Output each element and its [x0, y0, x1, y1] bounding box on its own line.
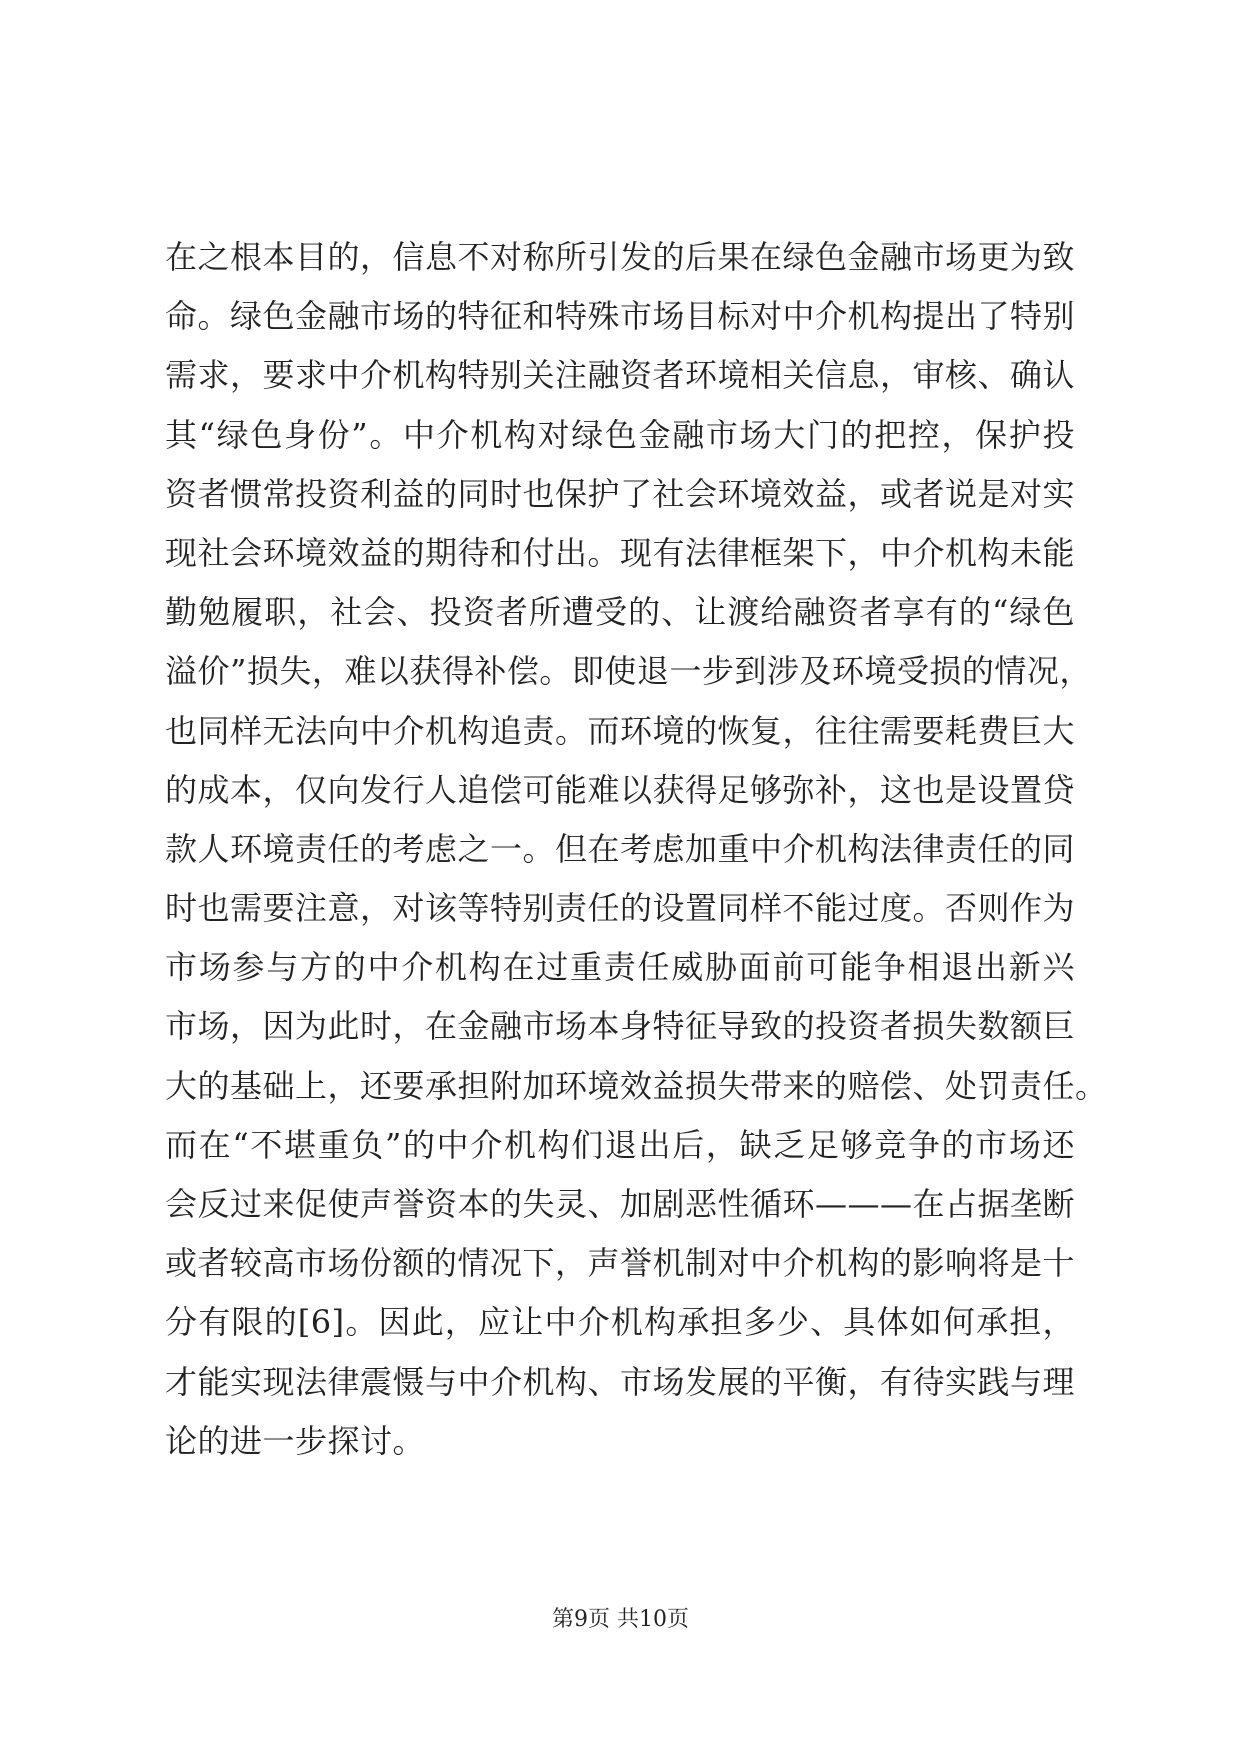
text-line: 市场，因为此时，在金融市场本身特征导致的投资者损失数额巨	[165, 1007, 1076, 1046]
text-line: 分有限的[6]。因此，应让中介机构承担多少、具体如何承担，	[165, 1303, 1075, 1342]
text-line: 的成本，仅向发行人追偿可能难以获得足够弥补，这也是设置贷	[165, 770, 1076, 809]
text-line: 需求，要求中介机构特别关注融资者环境相关信息，审核、确认	[165, 356, 1076, 395]
text-line: 溢价”损失，难以获得补偿。即使退一步到涉及环境受损的情况，	[165, 652, 1092, 691]
text-line: 会反过来促使声誉资本的失灵、加剧恶性循环———在占据垄断	[165, 1185, 1076, 1223]
page-number-footer: 第9页 共10页	[552, 1607, 689, 1632]
text-line: 大的基础上，还要承担附加环境效益损失带来的赔偿、处罚责任。	[165, 1066, 1108, 1105]
text-line: 勤勉履职，社会、投资者所遭受的、让渡给融资者享有的“绿色	[165, 593, 1075, 632]
text-line: 其“绿色身份”。中介机构对绿色金融市场大门的把控，保护投	[165, 415, 1075, 454]
text-line: 时也需要注意，对该等特别责任的设置同样不能过度。否则作为	[165, 889, 1076, 928]
text-line: 资者惯常投资利益的同时也保护了社会环境效益，或者说是对实	[165, 474, 1076, 513]
text-line: 现社会环境效益的期待和付出。现有法律框架下，中介机构未能	[165, 533, 1076, 572]
text-line: 款人环境责任的考虑之一。但在考虑加重中介机构法律责任的同	[165, 829, 1076, 868]
text-line: 在之根本目的，信息不对称所引发的后果在绿色金融市场更为致	[165, 238, 1076, 276]
text-line: 命。绿色金融市场的特征和特殊市场目标对中介机构提出了特别	[165, 297, 1076, 336]
body-paragraph	[165, 228, 1108, 1471]
text-line: 也同样无法向中介机构追责。而环境的恢复，往往需要耗费巨大	[165, 711, 1076, 750]
text-line: 或者较高市场份额的情况下，声誉机制对中介机构的影响将是十	[165, 1244, 1076, 1283]
text-line: 而在“不堪重负”的中介机构们退出后，缺乏足够竞争的市场还	[165, 1125, 1075, 1164]
text-line: 论的进一步探讨。	[165, 1421, 426, 1460]
text-line: 市场参与方的中介机构在过重责任威胁面前可能争相退出新兴	[165, 948, 1075, 987]
text-line: 才能实现法律震慑与中介机构、市场发展的平衡，有待实践与理	[165, 1362, 1076, 1401]
